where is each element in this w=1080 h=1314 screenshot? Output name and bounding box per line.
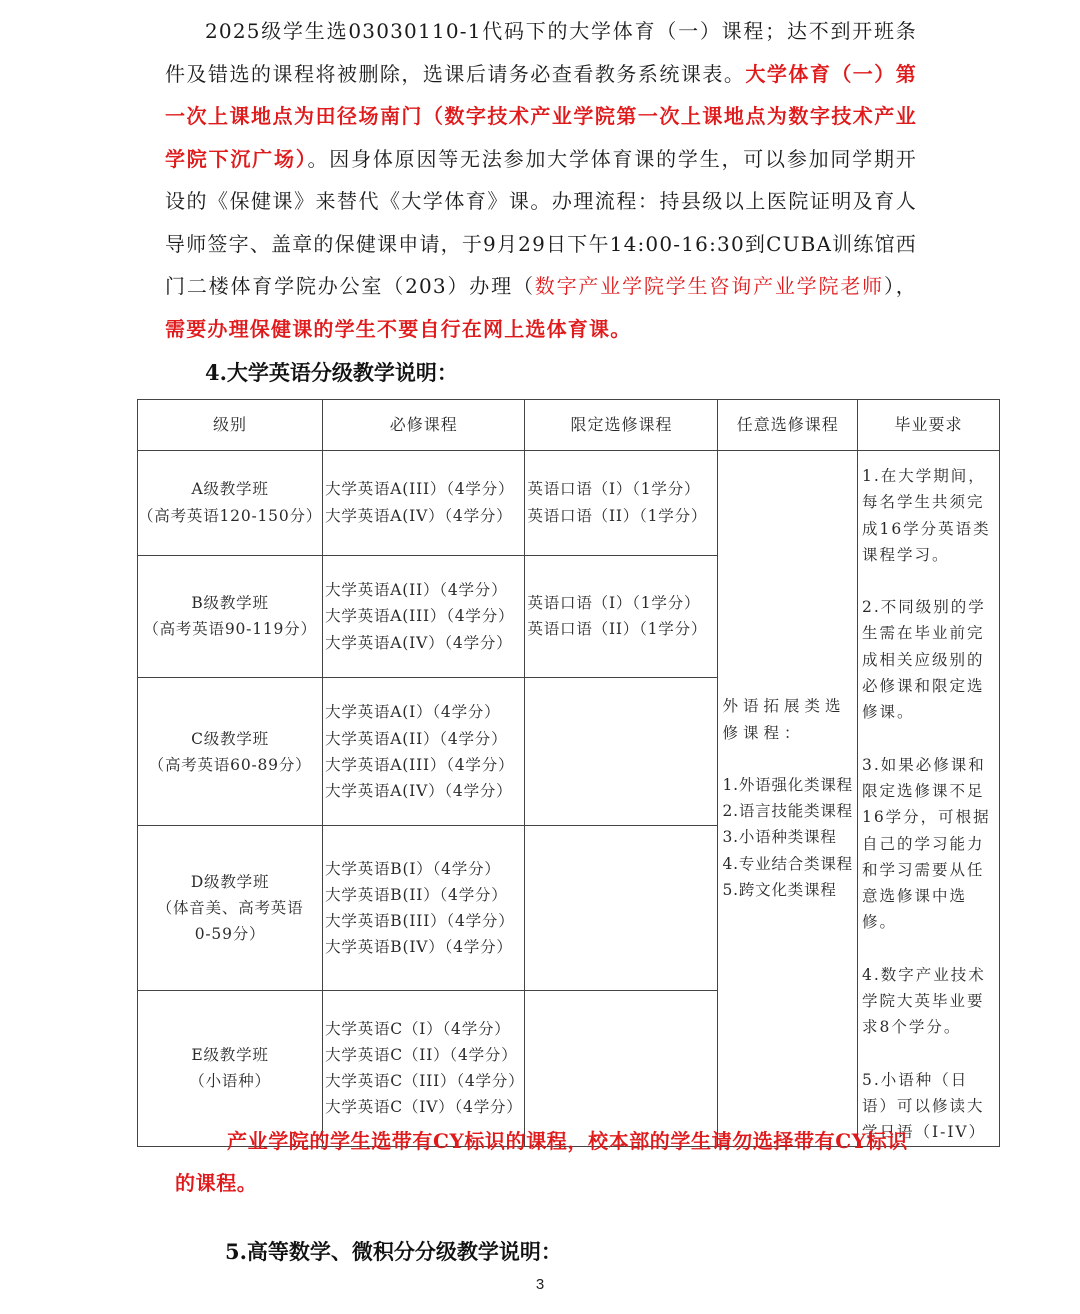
cy-note-text: 产业学院的学生选带有CY标识的课程，校本部的学生请勿选择带有CY标识的课程。 bbox=[175, 1129, 908, 1195]
elective-item: 4.专业结合类课程 bbox=[722, 854, 853, 873]
graduation-item: 1.在大学期间，每名学生共须完成16学分英语类课程学习。 bbox=[861, 467, 991, 564]
course-item: 大学英语C（IV）（4学分） bbox=[325, 1098, 523, 1117]
course-item: 大学英语A(II）（4学分） bbox=[325, 580, 508, 599]
section-4-heading: 4.大学英语分级教学说明： bbox=[205, 360, 458, 385]
level-name: D级教学班 bbox=[190, 872, 270, 891]
level-range: （高考英语120-150分） bbox=[138, 506, 323, 525]
level-cell bbox=[138, 555, 323, 678]
intro-text-3: ）， bbox=[883, 274, 918, 298]
course-item: 大学英语B(IV）（4学分） bbox=[325, 938, 513, 957]
course-item: 大学英语A(IV）（4学分） bbox=[325, 506, 513, 525]
table-row-a bbox=[138, 451, 1000, 556]
graduation-cell bbox=[857, 451, 999, 1147]
required-cell bbox=[323, 826, 525, 990]
elective-cell bbox=[718, 451, 858, 1147]
graduation-item: 4.数字产业技术学院大英毕业要求8个学分。 bbox=[861, 965, 986, 1037]
elective-item: 2.语言技能类课程 bbox=[722, 802, 853, 821]
level-cell bbox=[138, 826, 323, 990]
graduation-item: 5.小语种（日语）可以修读大学日语（I-IV） bbox=[861, 1070, 987, 1142]
graduation-item: 3.如果必修课和限定选修课不足16学分，可根据自己的学习能力和学习需要从任意选修课中选修。 bbox=[861, 755, 991, 932]
table-header-row bbox=[138, 400, 1000, 451]
intro-highlight-consult: 数字产业学院学生咨询产业学院老师 bbox=[534, 274, 884, 298]
header-level: 级别 bbox=[138, 400, 323, 451]
page-number: 3 bbox=[535, 1276, 545, 1293]
course-item: 大学英语A(II）（4学分） bbox=[325, 729, 508, 748]
restricted-cell bbox=[525, 451, 718, 556]
course-item: 英语口语（I）（1学分） bbox=[527, 594, 701, 613]
elective-item: 5.跨文化类课程 bbox=[722, 881, 837, 899]
level-range: （高考英语60-89分） bbox=[148, 755, 312, 774]
intro-highlight-warning: 需要办理保健课的学生不要自行在网上选体育课。 bbox=[165, 316, 632, 341]
graduation-item: 2.不同级别的学生需在毕业前完成相关应级别的必修课和限定选修课。 bbox=[861, 598, 986, 722]
course-item: 大学英语A(III）（4学分） bbox=[325, 480, 515, 499]
level-name: E级教学班 bbox=[191, 1045, 269, 1064]
section-5-heading: 5.高等数学、微积分分级教学说明： bbox=[225, 1239, 562, 1264]
elective-item: 1.外语强化类课程 bbox=[722, 775, 853, 794]
level-name: B级教学班 bbox=[191, 594, 269, 613]
level-cell bbox=[138, 678, 323, 826]
header-required: 必修课程 bbox=[323, 400, 525, 451]
intro-highlight-pe-location: 大学体育（一）第一次上课地点为田径场南门（数字技术产业学院第一次上课地点为数字技术产业学院下沉广场） bbox=[165, 61, 917, 171]
intro-text-1: 2025级学生选03030110-1代码下的大学体育（一）课程；达不到开班条件及错选的课程将被删除，选课后请务必查看教务系统课表。 bbox=[165, 19, 917, 86]
course-item: 大学英语A(III）（4学分） bbox=[325, 755, 515, 774]
course-item: 大学英语C（II）（4学分） bbox=[325, 1045, 518, 1064]
intro-text-2: 。因身体原因等无法参加大学体育课的学生，可以参加同学期开设的《保健课》来替代《大学体育》课。办理流程：持县级以上医院证明及育人导师签字、盖章的保健课申请，于9月29日下午14:00-16:30到CUBA训练馆西门二楼体育学院办公室（203）办理（ bbox=[165, 146, 917, 298]
course-item: 大学英语A(I）（4学分） bbox=[325, 703, 501, 722]
course-item: 大学英语C（III）（4学分） bbox=[325, 1072, 525, 1091]
level-range: （高考英语90-119分） bbox=[143, 620, 317, 639]
course-item: 大学英语B(II）（4学分） bbox=[325, 885, 508, 904]
intro-paragraph bbox=[165, 10, 917, 350]
restricted-cell-empty bbox=[525, 826, 718, 990]
header-graduation: 毕业要求 bbox=[857, 400, 999, 451]
header-elective: 任意选修课程 bbox=[718, 400, 858, 451]
level-range: （体音美、高考英语 bbox=[156, 898, 304, 917]
course-item: 大学英语B(III）（4学分） bbox=[325, 912, 515, 931]
restricted-cell bbox=[525, 555, 718, 678]
elective-item: 3.小语种类课程 bbox=[722, 828, 837, 847]
course-item: 大学英语A(III）（4学分） bbox=[325, 607, 515, 626]
level-range: 0-59分） bbox=[194, 925, 266, 944]
level-name: A级教学班 bbox=[191, 480, 269, 499]
required-cell bbox=[323, 555, 525, 678]
elective-intro: 外语拓展类选修课程： bbox=[722, 697, 846, 742]
course-item: 英语口语（II）（1学分） bbox=[527, 506, 708, 525]
course-item: 大学英语A(IV）（4学分） bbox=[325, 782, 513, 801]
header-restricted: 限定选修课程 bbox=[525, 400, 718, 451]
level-name: C级教学班 bbox=[191, 729, 269, 748]
english-grading-table bbox=[137, 399, 1000, 1147]
course-item: 大学英语C（I）（4学分） bbox=[325, 1019, 511, 1038]
level-range: （小语种） bbox=[189, 1072, 271, 1091]
required-cell bbox=[323, 678, 525, 826]
course-item: 英语口语（II）（1学分） bbox=[527, 620, 708, 639]
course-item: 英语口语（I）（1学分） bbox=[527, 480, 701, 499]
restricted-cell-empty bbox=[525, 678, 718, 826]
course-item: 大学英语B(I）（4学分） bbox=[325, 859, 501, 878]
required-cell bbox=[323, 451, 525, 556]
level-cell bbox=[138, 451, 323, 556]
cy-course-note bbox=[175, 1120, 915, 1204]
course-item: 大学英语A(IV）（4学分） bbox=[325, 633, 513, 652]
